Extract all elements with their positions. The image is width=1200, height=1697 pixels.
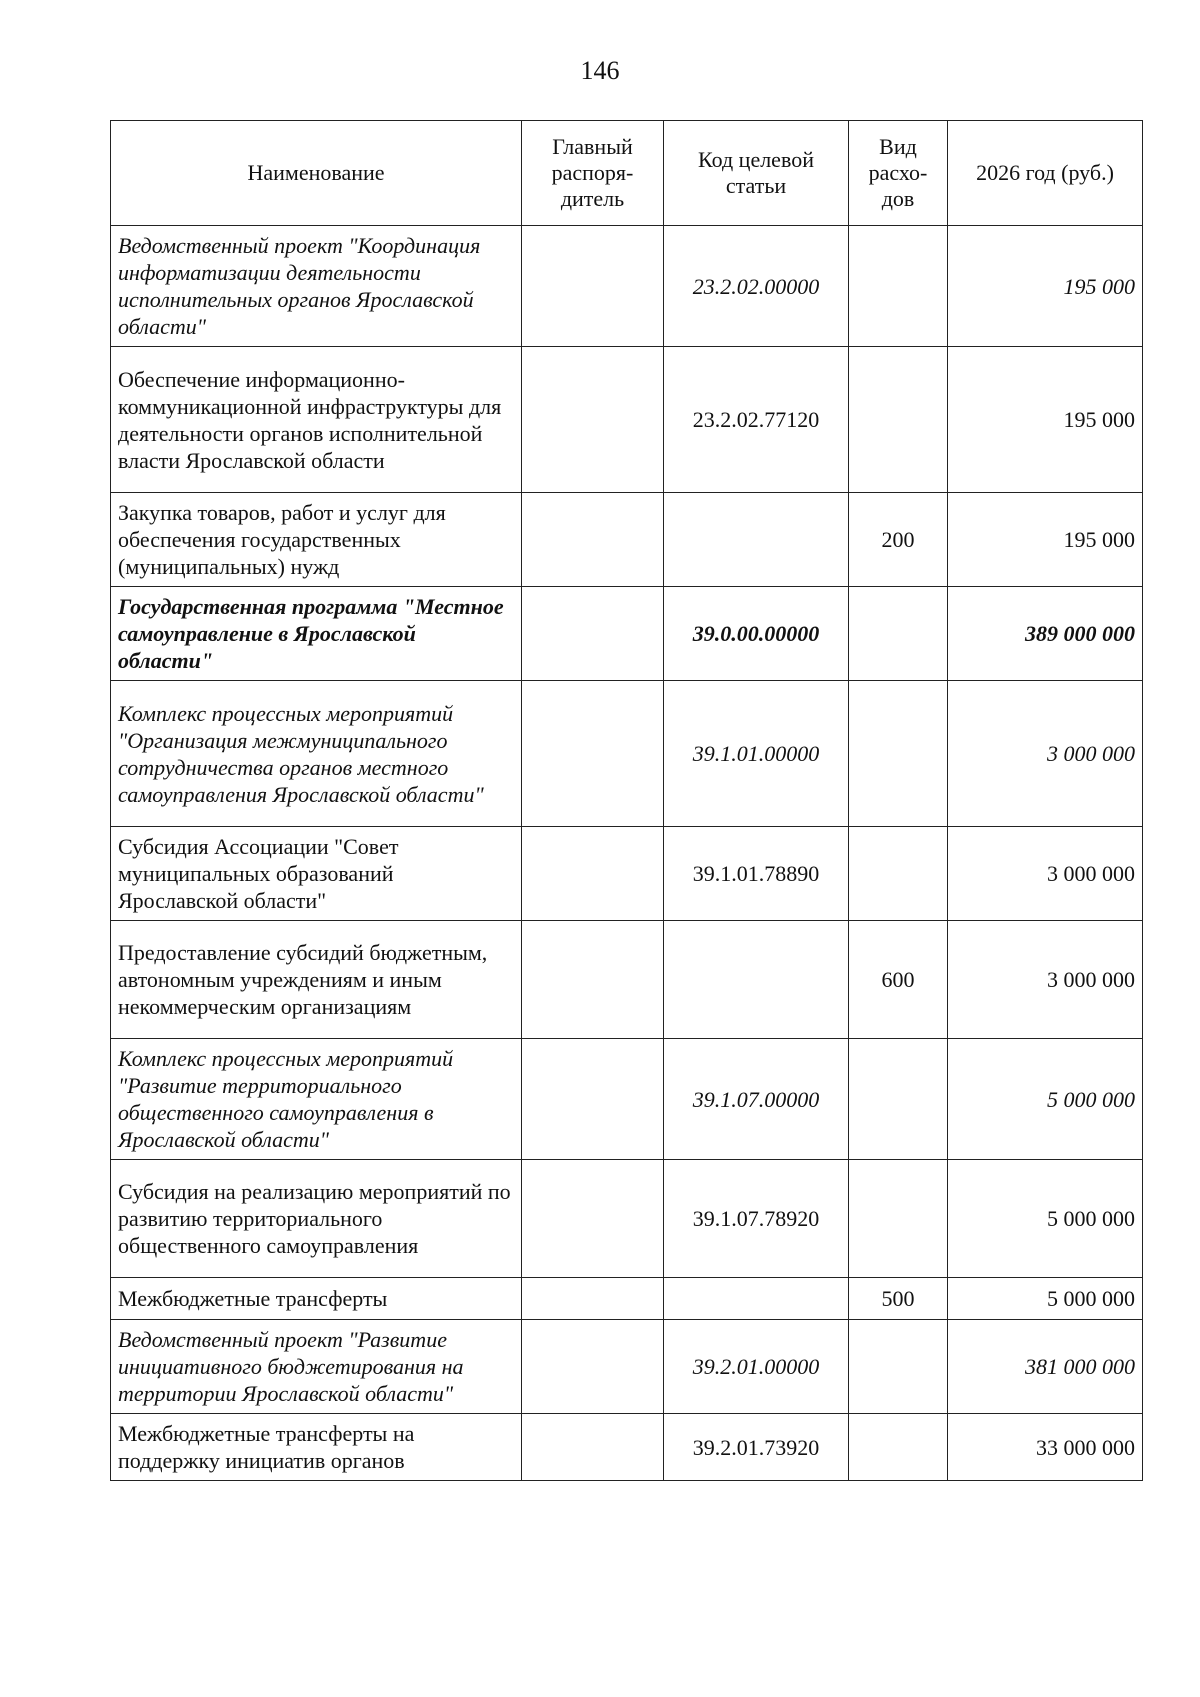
table-row <box>111 347 1143 493</box>
row-amount-cell: 33 000 000 <box>948 1414 1143 1481</box>
row-manager-cell <box>522 493 664 587</box>
table-row <box>111 827 1143 921</box>
row-manager-cell <box>522 1278 664 1320</box>
row-manager-cell <box>522 921 664 1039</box>
row-kind-cell <box>849 1039 948 1160</box>
row-amount-cell: 195 000 <box>948 226 1143 347</box>
row-name-cell: Субсидия на реализацию мероприятий по развитию территориального общественного самоуправления <box>111 1160 522 1278</box>
row-kind-cell <box>849 827 948 921</box>
row-name-cell: Межбюджетные трансферты на поддержку инициатив органов <box>111 1414 522 1481</box>
table-row <box>111 1039 1143 1160</box>
page-number: 146 <box>580 56 620 85</box>
row-name-cell: Государственная программа "Местное самоуправление в Ярославской области" <box>111 587 522 681</box>
row-code-cell <box>664 493 849 587</box>
row-manager-cell <box>522 681 664 827</box>
table-row <box>111 921 1143 1039</box>
row-manager-cell <box>522 347 664 493</box>
row-code-cell: 39.2.01.73920 <box>664 1414 849 1481</box>
header-manager: Главный распоря-дитель <box>522 121 664 226</box>
row-manager-cell <box>522 226 664 347</box>
row-manager-cell <box>522 587 664 681</box>
row-code-cell: 39.1.01.00000 <box>664 681 849 827</box>
row-manager-cell <box>522 1320 664 1414</box>
header-kind: Вид расхо-дов <box>849 121 948 226</box>
header-amount: 2026 год (руб.) <box>948 121 1143 226</box>
row-kind-cell <box>849 1160 948 1278</box>
row-amount-cell: 3 000 000 <box>948 681 1143 827</box>
row-amount-cell: 5 000 000 <box>948 1278 1143 1320</box>
row-kind-cell: 200 <box>849 493 948 587</box>
row-code-cell: 39.1.01.78890 <box>664 827 849 921</box>
table-row <box>111 681 1143 827</box>
row-kind-cell <box>849 681 948 827</box>
row-code-cell: 39.0.00.00000 <box>664 587 849 681</box>
row-code-cell <box>664 1278 849 1320</box>
table-row <box>111 587 1143 681</box>
row-amount-cell: 3 000 000 <box>948 921 1143 1039</box>
row-kind-cell <box>849 226 948 347</box>
table-row <box>111 1320 1143 1414</box>
row-amount-cell: 195 000 <box>948 493 1143 587</box>
budget-table <box>110 120 1143 1481</box>
row-code-cell: 23.2.02.00000 <box>664 226 849 347</box>
row-name-cell: Комплекс процессных мероприятий "Организация межмуниципального сотрудничества органов местного самоуправления Ярославской области" <box>111 681 522 827</box>
header-code: Код целевой статьи <box>664 121 849 226</box>
row-kind-cell <box>849 347 948 493</box>
row-code-cell: 39.1.07.00000 <box>664 1039 849 1160</box>
row-amount-cell: 5 000 000 <box>948 1039 1143 1160</box>
table-body <box>111 226 1143 1481</box>
row-kind-cell <box>849 1414 948 1481</box>
row-name-cell: Межбюджетные трансферты <box>111 1278 522 1320</box>
row-code-cell: 23.2.02.77120 <box>664 347 849 493</box>
row-code-cell: 39.2.01.00000 <box>664 1320 849 1414</box>
row-code-cell: 39.1.07.78920 <box>664 1160 849 1278</box>
row-kind-cell <box>849 587 948 681</box>
header-name: Наименование <box>111 121 522 226</box>
row-name-cell: Обеспечение информационно-коммуникационной инфраструктуры для деятельности органов исполнительной власти Ярославской области <box>111 347 522 493</box>
row-name-cell: Закупка товаров, работ и услуг для обеспечения государственных (муниципальных) нужд <box>111 493 522 587</box>
row-manager-cell <box>522 1414 664 1481</box>
table-row <box>111 226 1143 347</box>
table-row <box>111 1414 1143 1481</box>
row-kind-cell: 600 <box>849 921 948 1039</box>
row-amount-cell: 195 000 <box>948 347 1143 493</box>
row-kind-cell: 500 <box>849 1278 948 1320</box>
table-row <box>111 1278 1143 1320</box>
table-row <box>111 1160 1143 1278</box>
table-header-row <box>111 121 1143 226</box>
row-amount-cell: 381 000 000 <box>948 1320 1143 1414</box>
row-manager-cell <box>522 827 664 921</box>
row-name-cell: Ведомственный проект "Координация информатизации деятельности исполнительных органов Ярославской области" <box>111 226 522 347</box>
row-name-cell: Субсидия Ассоциации "Совет муниципальных образований Ярославской области" <box>111 827 522 921</box>
row-amount-cell: 5 000 000 <box>948 1160 1143 1278</box>
row-code-cell <box>664 921 849 1039</box>
row-manager-cell <box>522 1160 664 1278</box>
row-manager-cell <box>522 1039 664 1160</box>
row-name-cell: Предоставление субсидий бюджетным, автономным учреждениям и иным некоммерческим организациям <box>111 921 522 1039</box>
row-amount-cell: 3 000 000 <box>948 827 1143 921</box>
row-kind-cell <box>849 1320 948 1414</box>
row-name-cell: Ведомственный проект "Развитие инициативного бюджетирования на территории Ярославской области" <box>111 1320 522 1414</box>
table-row <box>111 493 1143 587</box>
row-name-cell: Комплекс процессных мероприятий "Развитие территориального общественного самоуправления в Ярославской области" <box>111 1039 522 1160</box>
row-amount-cell: 389 000 000 <box>948 587 1143 681</box>
